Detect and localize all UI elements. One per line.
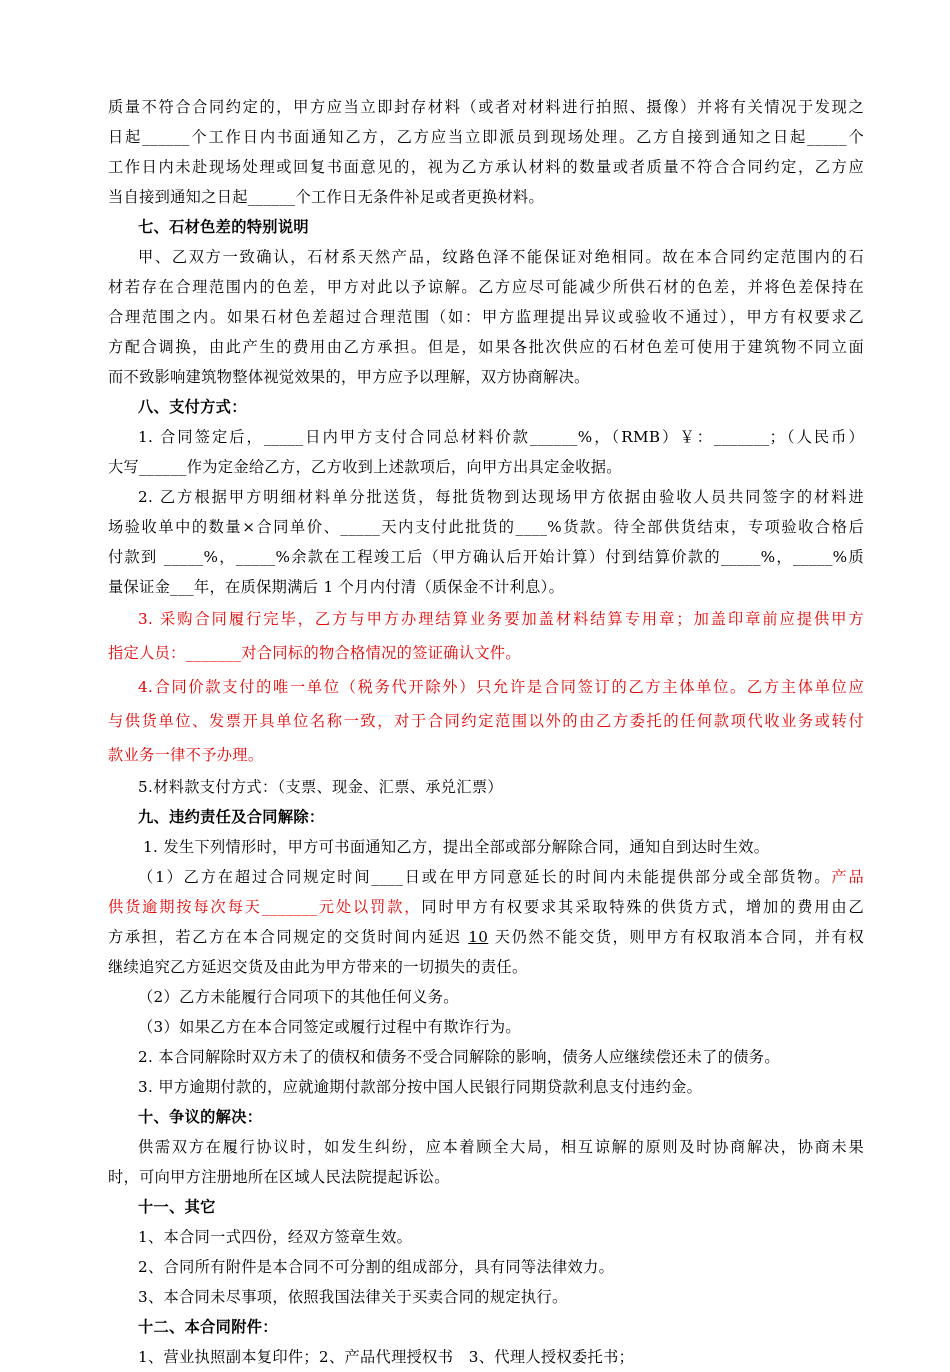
para-line: 场验收单中的数量×合同单价、_____天内支付此批货的____%货款。待全部供货结束，专项验收合格后 [108, 518, 864, 536]
text-run: 方承担，若乙方在本合同规定的交货时间内延迟 [108, 928, 469, 946]
para-line: 继续追究乙方延迟交货及由此为甲方带来的一切损失的责任。 [108, 958, 528, 976]
para-line: 1. 合同签定后，_____日内甲方支付合同总材料价款______%，（RMB）￥：_______；（人民币） [138, 428, 864, 446]
para-line [108, 892, 864, 922]
para-line [108, 922, 864, 952]
contract-page [108, 92, 864, 1372]
para-line [108, 862, 864, 892]
para-line: 大写______作为定金给乙方，乙方收到上述款项后，向甲方出具定金收据。 [108, 458, 622, 476]
para-line: 供需双方在履行协议时，如发生纠纷，应本着顾全大局，相互谅解的原则及时协商解决，协商未果 [138, 1138, 864, 1156]
section-heading-9: 九、违约责任及合同解除： [138, 808, 325, 826]
para-line: 量保证金___年，在质保期满后 1 个月内付清（质保金不计利息）。 [108, 578, 565, 596]
para-line: 3. 甲方逾期付款的，应就逾期付款部分按中国人民银行同期贷款利息支付违约金。 [138, 1078, 703, 1096]
para-line: 而不致影响建筑物整体视觉效果的，甲方应予以理解，双方协商解决。 [108, 368, 590, 386]
para-line: 1. 发生下列情形时，甲方可书面通知乙方，提出全部或部分解除合同，通知自到达时生效。 [143, 838, 770, 856]
para-line: 日起______个工作日内书面通知乙方，乙方应当立即派员到现场处理。乙方自接到通知之日起_____个 [108, 128, 864, 146]
section-heading-12: 十二、本合同附件： [138, 1318, 278, 1336]
underlined-number: 10 [468, 928, 489, 946]
red-text-run: 供货逾期按每次每天_______元处以罚款， [108, 898, 422, 916]
red-para-line: 指定人员：_______对合同标的物合格情况的签证确认文件。 [108, 644, 521, 662]
red-para-line: 与供货单位、发票开具单位名称一致，对于合同约定范围以外的由乙方委托的任何款项代收业务或转付 [108, 712, 864, 730]
para-line: 1、营业执照副本复印件；2、产品代理授权书 3、代理人授权委托书； [138, 1348, 635, 1366]
red-para-line: 3. 采购合同履行完毕，乙方与甲方办理结算业务要加盖材料结算专用章；加盖印章前应提供甲方 [138, 610, 864, 628]
section-heading-11: 十一、其它 [138, 1198, 216, 1216]
red-para-line: 4.合同价款支付的唯一单位（税务代开除外）只允许是合同签订的乙方主体单位。乙方主体单位应 [138, 678, 864, 696]
para-line: 5.材料款支付方式：（支票、现金、汇票、承兑汇票） [138, 778, 503, 796]
text-run: （1）乙方在超过合同规定时间____日或在甲方同意延长的时间内未能提供部分或全部货物。 [138, 868, 832, 886]
para-line: 方配合调换，由此产生的费用由乙方承担。但是，如果各批次供应的石材色差可使用于建筑物不同立面 [108, 338, 864, 356]
section-heading-8: 八、支付方式： [138, 398, 247, 416]
para-line: （3）如果乙方在本合同签定或履行过程中有欺诈行为。 [138, 1018, 521, 1036]
para-line: 质量不符合合同约定的，甲方应当立即封存材料（或者对材料进行拍照、摄像）并将有关情况于发现之 [108, 98, 864, 116]
para-line: 甲、乙双方一致确认，石材系天然产品，纹路色泽不能保证对绝相同。故在本合同约定范围内的石 [138, 248, 864, 266]
section-heading-10: 十、争议的解决： [138, 1108, 263, 1126]
para-line: 1、本合同一式四份，经双方签章生效。 [138, 1228, 413, 1246]
para-line: 材若存在合理范围内的色差，甲方对此以予谅解。乙方应尽可能减少所供石材的色差，并将色差保持在 [108, 278, 864, 296]
para-line: 2. 本合同解除时双方未了的债权和债务不受合同解除的影响，债务人应继续偿还未了的债务。 [138, 1048, 780, 1066]
text-run: 天仍然不能交货，则甲方有权取消本合同，并有权 [488, 928, 864, 946]
para-line: 时，可向甲方注册地所在区域人民法院提起诉讼。 [108, 1168, 450, 1186]
para-line: 合理范围之内。如果石材色差超过合理范围（如：甲方监理提出异议或验收不通过），甲方有权要求乙 [108, 308, 864, 326]
text-run: 同时甲方有权要求其采取特殊的供货方式，增加的费用由乙 [421, 898, 864, 916]
para-line: 工作日内未赴现场处理或回复书面意见的，视为乙方承认材料的数量或者质量不符合合同约定，乙方应 [108, 158, 864, 176]
red-text-run: 产品 [831, 868, 864, 886]
red-para-line: 款业务一律不予办理。 [108, 746, 264, 764]
para-line: 3、本合同未尽事项，依照我国法律关于买卖合同的规定执行。 [138, 1288, 568, 1306]
para-line: 2. 乙方根据甲方明细材料单分批送货，每批货物到达现场甲方依据由验收人员共同签字的材料进 [138, 488, 864, 506]
para-line: 付款到 _____%，_____%余款在工程竣工后（甲方确认后开始计算）付到结算价款的_____%，_____%质 [108, 548, 864, 566]
para-line: 2、合同所有附件是本合同不可分割的组成部分，具有同等法律效力。 [138, 1258, 615, 1276]
section-heading-7: 七、石材色差的特别说明 [138, 218, 309, 236]
para-line: 当自接到通知之日起______个工作日无条件补足或者更换材料。 [108, 188, 545, 206]
para-line: （2）乙方未能履行合同项下的其他任何义务。 [138, 988, 459, 1006]
